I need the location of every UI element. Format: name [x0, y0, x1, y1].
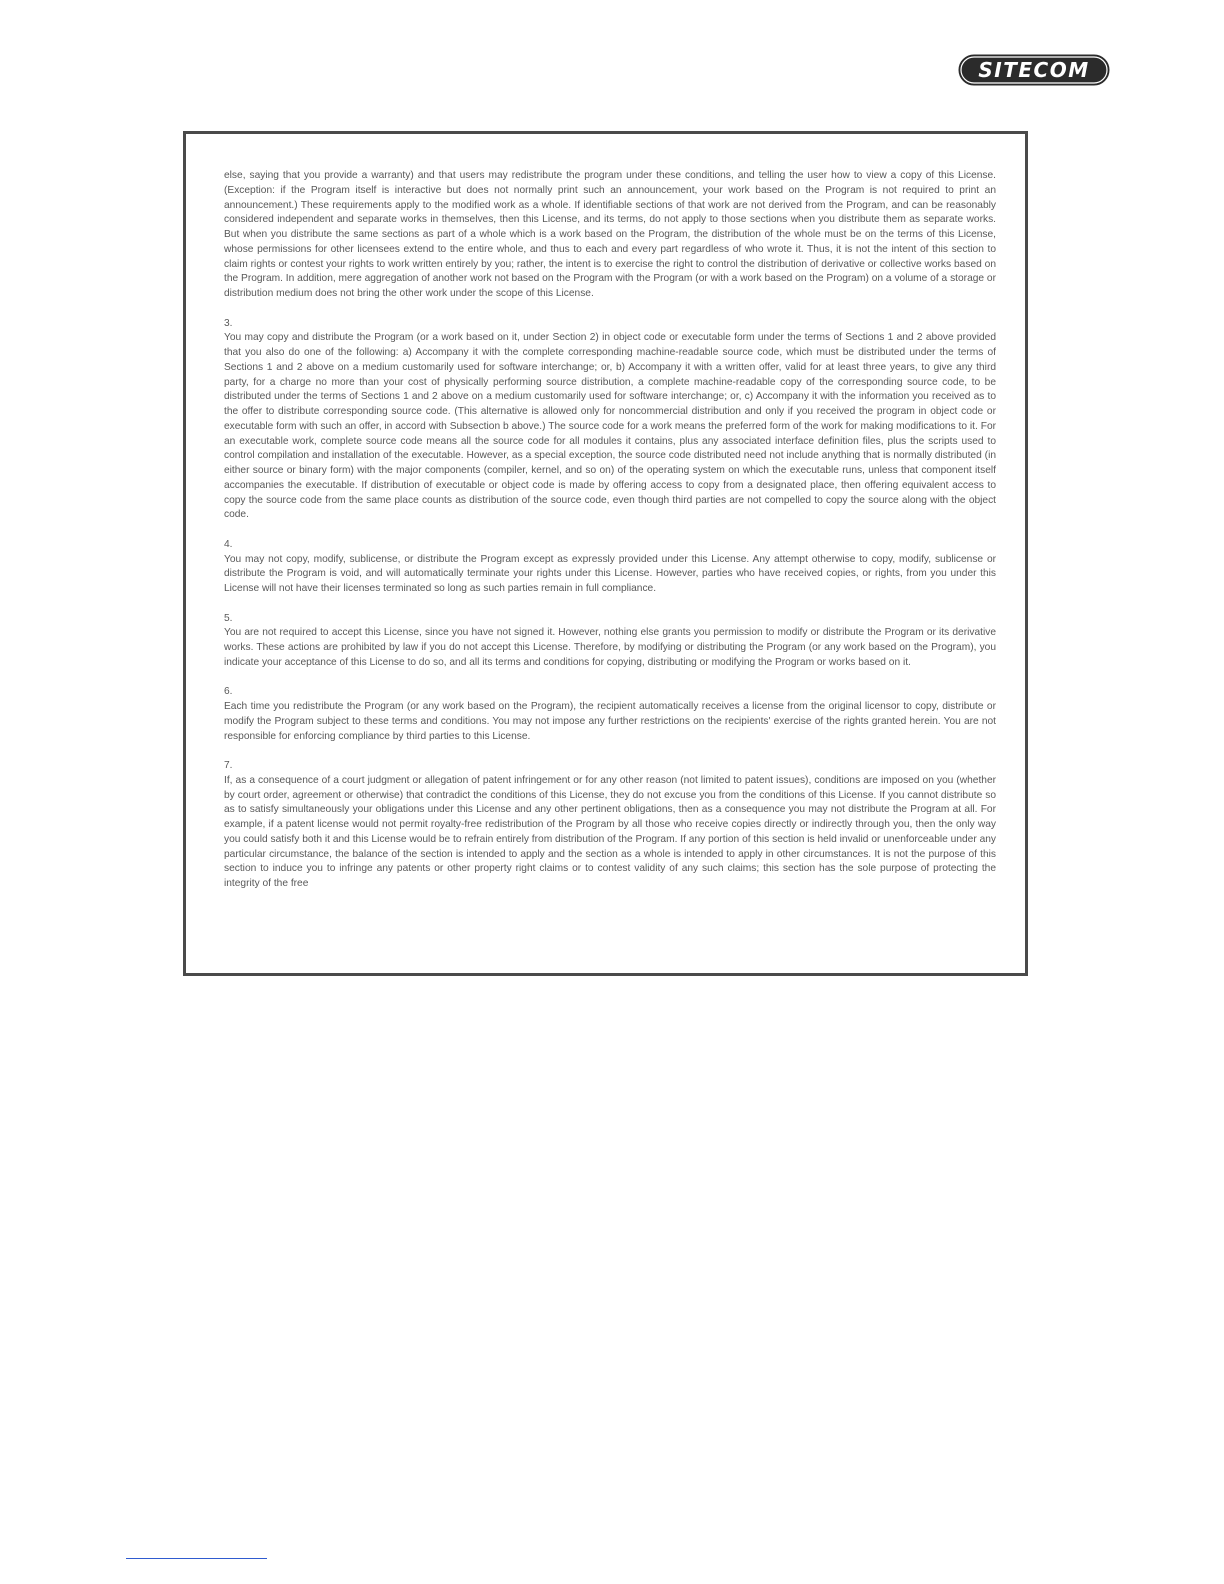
license-section-3 [224, 317, 996, 524]
section-body: You may not copy, modify, sublicense, or distribute the Program except as expressly provided under this License. Any attempt otherwise to copy, modify, sublicense or distribute the Program is void, and will automatically terminate your rights under this License. However, parties who have received copies, or rights, from you under this License will not have their licenses terminated so long as such parties remain in full compliance. [224, 553, 996, 594]
license-section-4 [224, 538, 996, 597]
section-body: You may copy and distribute the Program (or a work based on it, under Section 2) in object code or executable form under the terms of Sections 1 and 2 above provided that you also do one of the following: a) Accompany it with the complete corresponding machine-readable source code, which must be distributed under the terms of Sections 1 and 2 above on a medium customarily used for software interchange; or, b) Accompany it with a written offer, valid for at least three years, to give any third party, for a charge no more than your cost of physically performing source distribution, a complete machine-readable copy of the corresponding source code, to be distributed under the terms of Sections 1 and 2 above on a medium customarily used for software interchange; or, c) Accompany it with the information you received as to the offer to distribute corresponding source code. (This alternative is allowed only for noncommercial distribution and only if you received the program in object code or executable form with such an offer, in accord with Subsection b above.) The source code for a work means the preferred form of the work for making modifications to it. For an executable work, complete source code means all the source code for all modules it contains, plus any associated interface definition files, plus the scripts used to control compilation and installation of the executable. However, as a special exception, the source code distributed need not include anything that is normally distributed (in either source or binary form) with the major components (compiler, kernel, and so on) of the operating system on which the executable runs, unless that component itself accompanies the executable. If distribution of executable or object code is made by offering access to copy from a designated place, then offering equivalent access to copy the source code from the same place counts as distribution of the source code, even though third parties are not compelled to copy the source along with the object code. [224, 332, 996, 521]
section-number: 4. [224, 538, 233, 550]
sitecom-logo-graphic [958, 54, 1110, 86]
license-section-7 [224, 759, 996, 892]
section-body: You are not required to accept this License, since you have not signed it. However, nothing else grants you permission to modify or distribute the Program or its derivative works. These actions are prohibited by law if you do not accept this License. Therefore, by modifying or distributing the Program (or any work based on the Program), you indicate your acceptance of this License to do so, and all its terms and conditions for copying, distributing or modifying the Program or works based on it. [224, 627, 996, 668]
section-number: 7. [224, 760, 233, 771]
svg-text:SITECOM: SITECOM [978, 58, 1090, 82]
license-section-6 [224, 685, 996, 744]
license-intro-paragraph: else, saying that you provide a warranty) and that users may redistribute the program under these conditions, and telling the user how to view a copy of this License. (Exception: if the Program itself is interactive but does not normally print such an announcement, your work based on the Program is not required to print an announcement.) These requirements apply to the modified work as a whole. If identifiable sections of that work are not derived from the Program, and can be reasonably considered independent and separate works in themselves, then this License, and its terms, do not apply to those sections when you distribute them as separate works. But when you distribute the same sections as part of a whole which is a work based on the Program, the distribution of the whole must be on the terms of this License, whose permissions for other licensees extend to the entire whole, and thus to each and every part regardless of who wrote it. Thus, it is not the intent of this section to claim rights or contest your rights to work written entirely by you; rather, the intent is to exercise the right to control the distribution of derivative or collective works based on the Program. In addition, mere aggregation of another work not based on the Program with the Program (or with a work based on the Program) on a volume of a storage or distribution medium does not bring the other work under the scope of this License. [224, 170, 996, 299]
section-body: If, as a consequence of a court judgment or allegation of patent infringement or for any other reason (not limited to patent issues), conditions are imposed on you (whether by court order, agreement or otherwise) that contradict the conditions of this License, they do not excuse you from the conditions of this License. If you cannot distribute so as to satisfy simultaneously your obligations under this License and any other pertinent obligations, then as a consequence you may not distribute the Program at all. For example, if a patent license would not permit royalty-free redistribution of the Program by all those who receive copies directly or indirectly through you, then the only way you could satisfy both it and this License would be to refrain entirely from distribution of the Program. If any portion of this section is held invalid or unenforceable under any particular circumstance, the balance of the section is intended to apply and the section as a whole is intended to apply in other circumstances. It is not the purpose of this section to induce you to infringe any patents or other property right claims or to contest validity of any such claims; this section has the sole purpose of protecting the integrity of the free [224, 774, 996, 889]
license-text [224, 169, 996, 892]
section-number: 3. [224, 317, 233, 329]
sitecom-logo [958, 54, 1110, 86]
section-body: Each time you redistribute the Program (or any work based on the Program), the recipient automatically receives a license from the original licensor to copy, distribute or modify the Program subject to these terms and conditions. You may not impose any further restrictions on the recipients' exercise of the rights granted herein. You are not responsible for enforcing compliance by third parties to this License. [224, 701, 996, 742]
license-text-box [183, 131, 1028, 976]
section-number: 5. [224, 612, 233, 624]
footnote-divider [126, 1558, 267, 1559]
section-number: 6. [224, 686, 233, 698]
license-section-5 [224, 612, 996, 671]
